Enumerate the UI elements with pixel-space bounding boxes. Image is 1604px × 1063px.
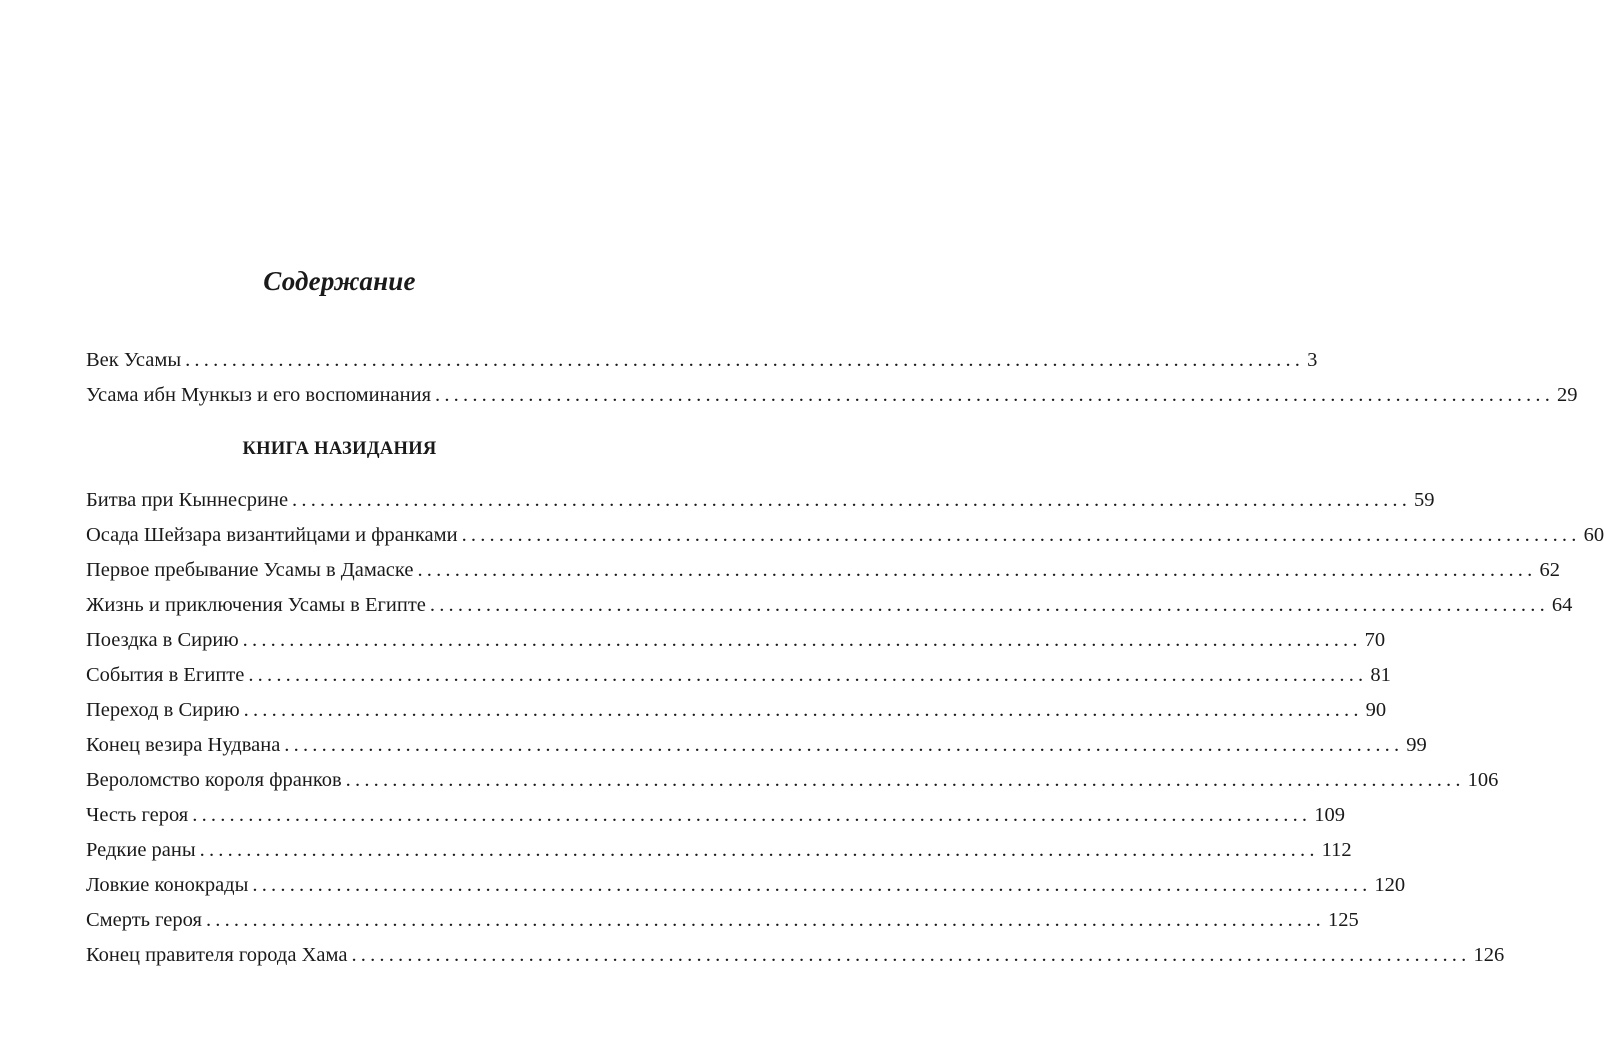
toc-entry xyxy=(86,833,1352,868)
toc-entry xyxy=(86,938,1505,973)
toc-entry-page: 3 xyxy=(1307,349,1318,371)
toc-entry-page: 106 xyxy=(1467,769,1499,791)
toc-entry-label: Поездка в Сирию xyxy=(86,629,239,651)
toc-entry-label: Конец правителя города Хама xyxy=(86,944,348,966)
toc-entry-label: События в Египте xyxy=(86,664,245,686)
toc-entry-label: Переход в Сирию xyxy=(86,699,240,721)
toc-entry-page: 112 xyxy=(1321,839,1352,861)
toc-entry-label: Редкие раны xyxy=(86,839,196,861)
toc-entry xyxy=(86,553,1560,588)
dot-leader: ........................................................................................................................ xyxy=(284,734,1404,756)
toc-entry-label: Битва при Кыннесрине xyxy=(86,489,289,511)
dot-leader: ........................................................................................................................ xyxy=(461,524,1581,546)
dot-leader: ........................................................................................................................ xyxy=(192,804,1312,826)
toc-entry xyxy=(86,763,1499,798)
toc-entry xyxy=(86,693,1387,728)
section-heading: КНИГА НАЗИДАНИЯ xyxy=(242,439,437,459)
toc-entry-label: Смерть героя xyxy=(86,909,202,931)
dot-leader: ........................................................................................................................ xyxy=(429,594,1549,616)
dot-leader: ........................................................................................................................ xyxy=(252,874,1372,896)
toc-entry-page: 70 xyxy=(1364,629,1386,651)
toc-entry-page: 29 xyxy=(1557,384,1578,406)
dot-leader: ........................................................................................................................ xyxy=(345,769,1465,791)
toc-entry-page: 64 xyxy=(1551,594,1573,616)
toc-entry-page: 126 xyxy=(1473,944,1505,966)
toc-intro-list xyxy=(86,343,1578,413)
toc-entry xyxy=(86,868,1406,903)
dot-leader: ........................................................................................................................ xyxy=(205,909,1325,931)
dot-leader: ........................................................................................................................ xyxy=(242,629,1362,651)
toc-entry xyxy=(86,623,1386,658)
toc-entry-page: 90 xyxy=(1365,699,1387,721)
toc-entry-page: 120 xyxy=(1374,874,1406,896)
toc-entry-label: Век Усамы xyxy=(86,349,182,371)
toc-entry xyxy=(86,518,1604,553)
toc-entry-label: Вероломство короля франков xyxy=(86,769,342,791)
dot-leader: ........................................................................................................................ xyxy=(417,559,1537,581)
toc-entry-page: 125 xyxy=(1327,909,1359,931)
toc-entry-label: Жизнь и приключения Усамы в Египте xyxy=(86,594,426,616)
toc-entry-page: 59 xyxy=(1414,489,1435,511)
toc-entry-page: 60 xyxy=(1583,524,1604,546)
dot-leader: ........................................................................................................................ xyxy=(248,664,1368,686)
dot-leader: ........................................................................................................................ xyxy=(199,839,1319,861)
page-title: Содержание xyxy=(263,266,416,296)
toc-entry xyxy=(86,588,1573,623)
toc-entry-label: Честь героя xyxy=(86,804,189,826)
toc-entry-page: 109 xyxy=(1314,804,1345,826)
toc-entry-page: 99 xyxy=(1406,734,1427,756)
toc-entry-label: Осада Шейзара византийцами и франками xyxy=(86,524,458,546)
toc-entry xyxy=(86,343,1318,378)
toc-entry xyxy=(86,483,1435,518)
toc-entry xyxy=(86,728,1427,763)
toc-entry xyxy=(86,903,1359,938)
toc-entry xyxy=(86,378,1578,413)
dot-leader: ........................................................................................................................ xyxy=(435,384,1555,406)
toc-entry-label: Ловкие конокрады xyxy=(86,874,249,896)
toc-entry-label: Конец везира Нудвана xyxy=(86,734,281,756)
toc-entry-page: 81 xyxy=(1370,664,1391,686)
toc-entry-label: Первое пребывание Усамы в Дамаске xyxy=(86,559,414,581)
toc-book-list xyxy=(86,483,1604,973)
toc-entry xyxy=(86,658,1391,693)
toc-entry-label: Усама ибн Мункыз и его воспоминания xyxy=(86,384,432,406)
dot-leader: ........................................................................................................................ xyxy=(351,944,1471,966)
dot-leader: ........................................................................................................................ xyxy=(243,699,1363,721)
toc-entry xyxy=(86,798,1345,833)
toc-entry-page: 62 xyxy=(1539,559,1560,581)
dot-leader: ........................................................................................................................ xyxy=(292,489,1412,511)
dot-leader: ........................................................................................................................ xyxy=(185,349,1305,371)
